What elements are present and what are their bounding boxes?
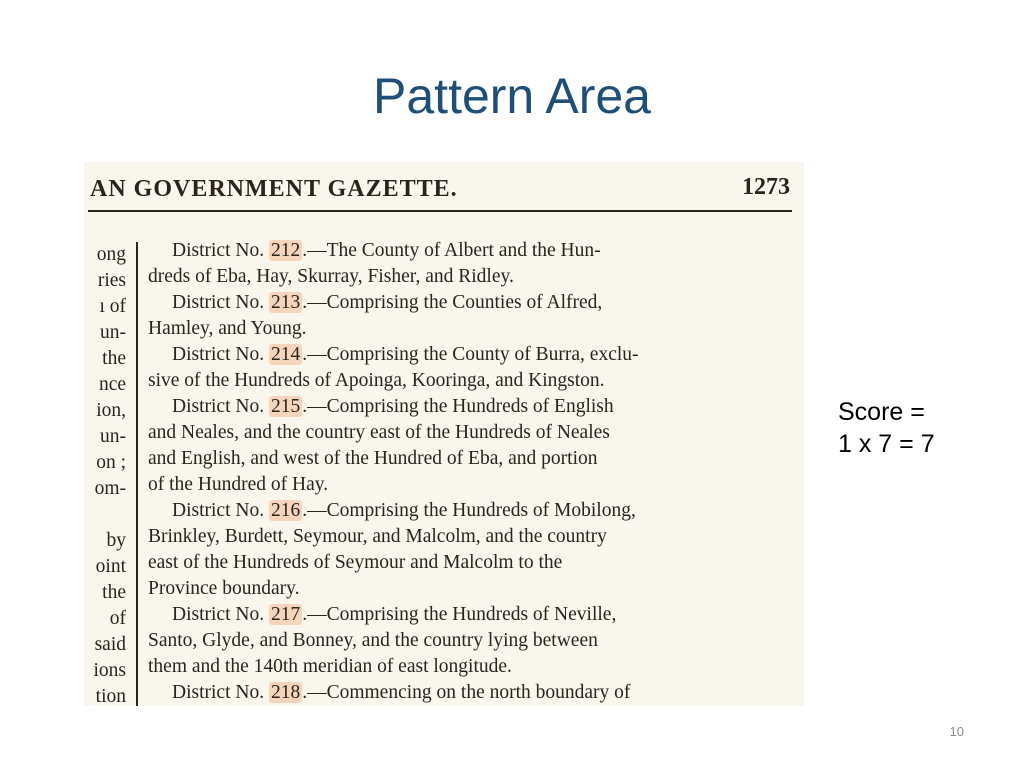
district-entry-first-line bbox=[148, 342, 794, 368]
district-entry-line: Province boundary. bbox=[148, 578, 300, 599]
district-list bbox=[148, 238, 794, 706]
district-text: .—Comprising the Hundreds of Mobilong, bbox=[302, 500, 636, 521]
district-prefix: District No. bbox=[172, 344, 269, 365]
gazette-title: AN GOVERNMENT GAZETTE. bbox=[90, 176, 458, 202]
header-rule bbox=[88, 210, 792, 212]
district-entry-line: east of the Hundreds of Seymour and Malcolm to the bbox=[148, 552, 563, 573]
margin-fragment: un- bbox=[100, 322, 126, 343]
district-entry-line: sive of the Hundreds of Apoinga, Kooringa, and Kingston. bbox=[148, 370, 605, 391]
district-entry-first-line bbox=[148, 238, 794, 264]
district-entry-line: and English, and west of the Hundred of Eba, and portion bbox=[148, 448, 598, 469]
district-entry-first-line bbox=[148, 394, 794, 420]
district-entry-first-line bbox=[148, 602, 794, 628]
score-formula: 1 x 7 = 7 bbox=[838, 430, 935, 458]
gazette-header bbox=[90, 170, 790, 206]
district-entry-line: of the Hundred of Hay. bbox=[148, 474, 329, 495]
district-text: .—Comprising the Hundreds of English bbox=[302, 396, 614, 417]
district-entry-line: Brinkley, Burdett, Seymour, and Malcolm, and the country bbox=[148, 526, 607, 547]
district-entry-first-line bbox=[148, 498, 794, 524]
highlighted-district-number: 214 bbox=[270, 344, 301, 365]
district-text: .—Comprising the County of Burra, exclu- bbox=[302, 344, 639, 365]
margin-fragment: oint bbox=[95, 556, 126, 577]
gazette-scan bbox=[84, 162, 804, 706]
district-text: .—Comprising the Counties of Alfred, bbox=[302, 292, 603, 313]
district-text: .—Comprising the Hundreds of Neville, bbox=[302, 604, 617, 625]
left-column-fragments bbox=[84, 242, 126, 706]
margin-fragment: nce bbox=[98, 374, 126, 395]
slide-title: Pattern Area bbox=[373, 68, 651, 124]
highlighted-district-number: 212 bbox=[270, 240, 301, 261]
highlighted-district-number: 215 bbox=[270, 396, 301, 417]
district-prefix: District No. bbox=[172, 396, 269, 417]
margin-fragment: ı of bbox=[99, 296, 126, 317]
margin-fragment: on ; bbox=[96, 452, 126, 473]
score-label: Score = bbox=[838, 398, 925, 426]
margin-fragment: un- bbox=[100, 426, 126, 447]
column-divider bbox=[136, 242, 138, 706]
margin-fragment: ion, bbox=[96, 400, 126, 421]
score-box bbox=[838, 396, 1008, 460]
district-prefix: District No. bbox=[172, 604, 269, 625]
district-entry-line: and Neales, and the country east of the Hundreds of Neales bbox=[148, 422, 610, 443]
district-prefix: District No. bbox=[172, 500, 269, 521]
margin-fragment: by bbox=[106, 530, 126, 551]
district-entry-line: Hamley, and Young. bbox=[148, 318, 307, 339]
district-prefix: District No. bbox=[172, 292, 269, 313]
margin-fragment: om- bbox=[94, 478, 126, 499]
district-prefix: District No. bbox=[172, 682, 269, 703]
gazette-page-number: 1273 bbox=[742, 174, 790, 200]
margin-fragment: said bbox=[94, 634, 126, 655]
district-entry-line: dreds of Eba, Hay, Skurray, Fisher, and Ridley. bbox=[148, 266, 514, 287]
margin-fragment: of bbox=[109, 608, 126, 629]
margin-fragment: ions bbox=[93, 660, 126, 681]
district-entry-first-line bbox=[148, 290, 794, 316]
margin-fragment: ong bbox=[96, 244, 126, 265]
district-prefix: District No. bbox=[172, 240, 269, 261]
district-entry-line: them and the 140th meridian of east longitude. bbox=[148, 656, 512, 677]
highlighted-district-number: 216 bbox=[270, 500, 301, 521]
district-text: .—Commencing on the north boundary of bbox=[302, 682, 631, 703]
highlighted-district-number: 218 bbox=[270, 682, 301, 703]
margin-fragment bbox=[84, 502, 126, 528]
highlighted-district-number: 217 bbox=[270, 604, 301, 625]
margin-fragment: ries bbox=[97, 270, 126, 291]
district-entry-line: Santo, Glyde, and Bonney, and the country lying between bbox=[148, 630, 598, 651]
district-text: .—The County of Albert and the Hun- bbox=[302, 240, 601, 261]
highlighted-district-number: 213 bbox=[270, 292, 301, 313]
margin-fragment: the bbox=[102, 582, 126, 603]
cut-off-line bbox=[148, 692, 788, 706]
slide-number: 10 bbox=[949, 724, 964, 739]
margin-fragment: the bbox=[102, 348, 126, 369]
margin-fragment: tion bbox=[95, 686, 126, 706]
